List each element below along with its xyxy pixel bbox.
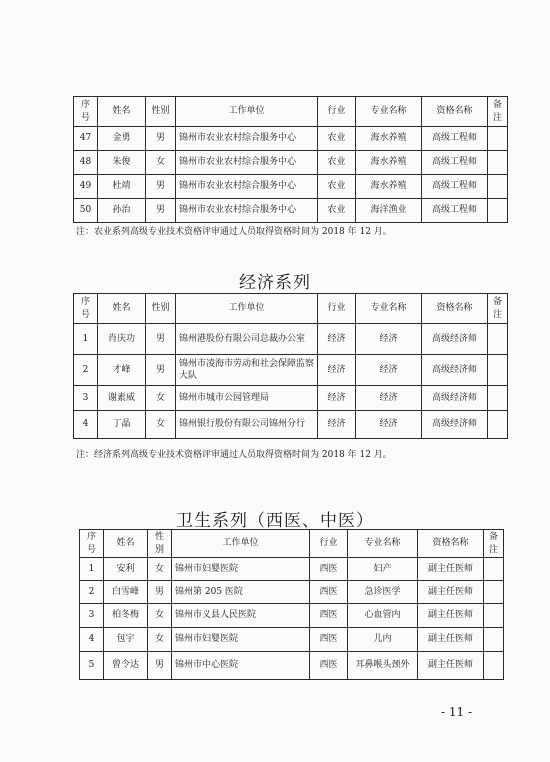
table-row xyxy=(74,324,508,355)
cell-remark xyxy=(488,175,508,199)
cell-qualification: 高级经济师 xyxy=(422,355,488,386)
cell-seq: 4 xyxy=(74,411,98,439)
table-row xyxy=(80,652,504,680)
table-row xyxy=(74,199,508,223)
cell-gender: 女 xyxy=(148,558,172,581)
header-name: 姓名 xyxy=(98,294,146,324)
table-row xyxy=(74,127,508,151)
cell-seq: 50 xyxy=(74,199,98,223)
cell-specialty: 海水养殖 xyxy=(356,151,422,175)
cell-name: 丁晶 xyxy=(98,411,146,439)
table-row xyxy=(74,386,508,411)
cell-unit: 锦州市中心医院 xyxy=(172,652,310,680)
cell-specialty: 海水养殖 xyxy=(356,175,422,199)
cell-qualification: 高级工程师 xyxy=(422,127,488,151)
cell-qualification: 高级经济师 xyxy=(422,411,488,439)
table-header-row xyxy=(80,530,504,558)
cell-gender: 女 xyxy=(148,604,172,628)
table-row xyxy=(74,175,508,199)
cell-name: 肖庆功 xyxy=(98,324,146,355)
cell-specialty: 经济 xyxy=(356,411,422,439)
cell-qualification: 副主任医师 xyxy=(418,652,484,680)
cell-name: 才峰 xyxy=(98,355,146,386)
page-number: - 11 - xyxy=(440,705,472,719)
header-seq: 序号 xyxy=(80,530,104,558)
cell-industry: 农业 xyxy=(318,199,356,223)
cell-remark xyxy=(488,324,508,355)
cell-specialty: 经济 xyxy=(356,386,422,411)
cell-industry: 西医 xyxy=(310,652,348,680)
header-qualification: 资格名称 xyxy=(422,97,488,127)
cell-specialty: 急诊医学 xyxy=(348,581,418,604)
cell-gender: 男 xyxy=(146,355,176,386)
cell-industry: 经济 xyxy=(318,386,356,411)
cell-remark xyxy=(484,652,504,680)
health-section-title: 卫生系列（西医、中医） xyxy=(176,511,374,531)
cell-qualification: 高级工程师 xyxy=(422,151,488,175)
cell-name: 曾令达 xyxy=(104,652,148,680)
cell-unit: 锦州市农业农村综合服务中心 xyxy=(176,151,318,175)
cell-gender: 女 xyxy=(146,386,176,411)
cell-seq: 49 xyxy=(74,175,98,199)
header-gender: 性别 xyxy=(146,294,176,324)
cell-remark xyxy=(484,628,504,652)
header-unit: 工作单位 xyxy=(172,530,310,558)
cell-industry: 农业 xyxy=(318,175,356,199)
header-seq: 序号 xyxy=(74,294,98,324)
cell-gender: 女 xyxy=(148,628,172,652)
cell-specialty: 儿内 xyxy=(348,628,418,652)
cell-qualification: 副主任医师 xyxy=(418,558,484,581)
table-row xyxy=(74,355,508,386)
table-header-row xyxy=(74,97,508,127)
cell-industry: 农业 xyxy=(318,151,356,175)
cell-unit: 锦州银行股份有限公司锦州分行 xyxy=(176,411,318,439)
header-specialty: 专业名称 xyxy=(348,530,418,558)
cell-remark xyxy=(488,411,508,439)
cell-industry: 西医 xyxy=(310,628,348,652)
header-specialty: 专业名称 xyxy=(356,294,422,324)
cell-specialty: 妇产 xyxy=(348,558,418,581)
cell-gender: 男 xyxy=(146,127,176,151)
table-header-row xyxy=(74,294,508,324)
header-industry: 行业 xyxy=(318,294,356,324)
cell-seq: 47 xyxy=(74,127,98,151)
header-gender: 性别 xyxy=(146,97,176,127)
header-qualification: 资格名称 xyxy=(418,530,484,558)
cell-name: 白雪峰 xyxy=(104,581,148,604)
cell-specialty: 经济 xyxy=(356,324,422,355)
cell-gender: 男 xyxy=(148,652,172,680)
header-gender: 性别 xyxy=(148,530,172,558)
cell-remark xyxy=(488,199,508,223)
cell-unit: 锦州市妇婴医院 xyxy=(172,628,310,652)
cell-name: 杜靖 xyxy=(98,175,146,199)
health-table xyxy=(79,529,504,680)
header-remark: 备注 xyxy=(484,530,504,558)
cell-remark xyxy=(488,151,508,175)
cell-qualification: 副主任医师 xyxy=(418,581,484,604)
economy-note: 注：经济系列高级专业技术资格评审通过人员取得资格时间为 2018 年 12 月。 xyxy=(76,450,392,460)
cell-unit: 锦州市妇婴医院 xyxy=(172,558,310,581)
cell-industry: 农业 xyxy=(318,127,356,151)
cell-industry: 经济 xyxy=(318,411,356,439)
table-row xyxy=(74,411,508,439)
cell-unit: 锦州市城市公园管理局 xyxy=(176,386,318,411)
header-unit: 工作单位 xyxy=(176,97,318,127)
cell-gender: 男 xyxy=(146,324,176,355)
header-name: 姓名 xyxy=(98,97,146,127)
cell-remark xyxy=(488,386,508,411)
cell-qualification: 高级经济师 xyxy=(422,386,488,411)
cell-specialty: 心血管内 xyxy=(348,604,418,628)
cell-name: 朱俊 xyxy=(98,151,146,175)
cell-industry: 西医 xyxy=(310,558,348,581)
cell-unit: 锦州市农业农村综合服务中心 xyxy=(176,199,318,223)
cell-seq: 48 xyxy=(74,151,98,175)
economy-table xyxy=(73,293,508,439)
agriculture-note: 注：农业系列高级专业技术资格评审通过人员取得资格时间为 2018 年 12 月。 xyxy=(76,227,392,237)
cell-seq: 3 xyxy=(80,604,104,628)
cell-gender: 男 xyxy=(146,175,176,199)
cell-specialty: 经济 xyxy=(356,355,422,386)
cell-specialty: 海水养殖 xyxy=(356,127,422,151)
cell-name: 孙治 xyxy=(98,199,146,223)
header-unit: 工作单位 xyxy=(176,294,318,324)
cell-industry: 经济 xyxy=(318,355,356,386)
cell-qualification: 副主任医师 xyxy=(418,628,484,652)
cell-remark xyxy=(484,604,504,628)
cell-name: 金勇 xyxy=(98,127,146,151)
table-row xyxy=(80,558,504,581)
table-row xyxy=(80,604,504,628)
cell-qualification: 副主任医师 xyxy=(418,604,484,628)
cell-seq: 1 xyxy=(80,558,104,581)
cell-name: 柏冬梅 xyxy=(104,604,148,628)
cell-gender: 女 xyxy=(146,151,176,175)
cell-remark xyxy=(484,581,504,604)
header-qualification: 资格名称 xyxy=(422,294,488,324)
cell-unit: 锦州市农业农村综合服务中心 xyxy=(176,175,318,199)
table-row xyxy=(74,151,508,175)
cell-industry: 西医 xyxy=(310,581,348,604)
cell-remark xyxy=(484,558,504,581)
header-remark: 备注 xyxy=(488,97,508,127)
cell-gender: 男 xyxy=(148,581,172,604)
cell-unit: 锦州市农业农村综合服务中心 xyxy=(176,127,318,151)
economy-section-title: 经济系列 xyxy=(239,273,311,293)
cell-unit: 锦州市凌海市劳动和社会保障监察大队 xyxy=(176,355,318,386)
cell-remark xyxy=(488,127,508,151)
cell-name: 谢素威 xyxy=(98,386,146,411)
table-row xyxy=(80,628,504,652)
cell-qualification: 高级经济师 xyxy=(422,324,488,355)
cell-unit: 锦州港股份有限公司总裁办公室 xyxy=(176,324,318,355)
cell-remark xyxy=(488,355,508,386)
cell-industry: 经济 xyxy=(318,324,356,355)
cell-name: 安利 xyxy=(104,558,148,581)
table-row xyxy=(80,581,504,604)
cell-seq: 4 xyxy=(80,628,104,652)
cell-seq: 1 xyxy=(74,324,98,355)
header-specialty: 专业名称 xyxy=(356,97,422,127)
cell-seq: 2 xyxy=(74,355,98,386)
cell-unit: 锦州第 205 医院 xyxy=(172,581,310,604)
cell-qualification: 高级工程师 xyxy=(422,175,488,199)
header-name: 姓名 xyxy=(104,530,148,558)
header-remark: 备注 xyxy=(488,294,508,324)
agriculture-table xyxy=(73,96,508,223)
cell-name: 包宇 xyxy=(104,628,148,652)
cell-unit: 锦州市义县人民医院 xyxy=(172,604,310,628)
header-seq: 序号 xyxy=(74,97,98,127)
cell-specialty: 海洋渔业 xyxy=(356,199,422,223)
cell-qualification: 高级工程师 xyxy=(422,199,488,223)
header-industry: 行业 xyxy=(318,97,356,127)
cell-seq: 2 xyxy=(80,581,104,604)
cell-industry: 西医 xyxy=(310,604,348,628)
cell-gender: 男 xyxy=(146,199,176,223)
cell-gender: 女 xyxy=(146,411,176,439)
cell-specialty: 耳鼻喉头颈外 xyxy=(348,652,418,680)
cell-seq: 5 xyxy=(80,652,104,680)
header-industry: 行业 xyxy=(310,530,348,558)
cell-seq: 3 xyxy=(74,386,98,411)
